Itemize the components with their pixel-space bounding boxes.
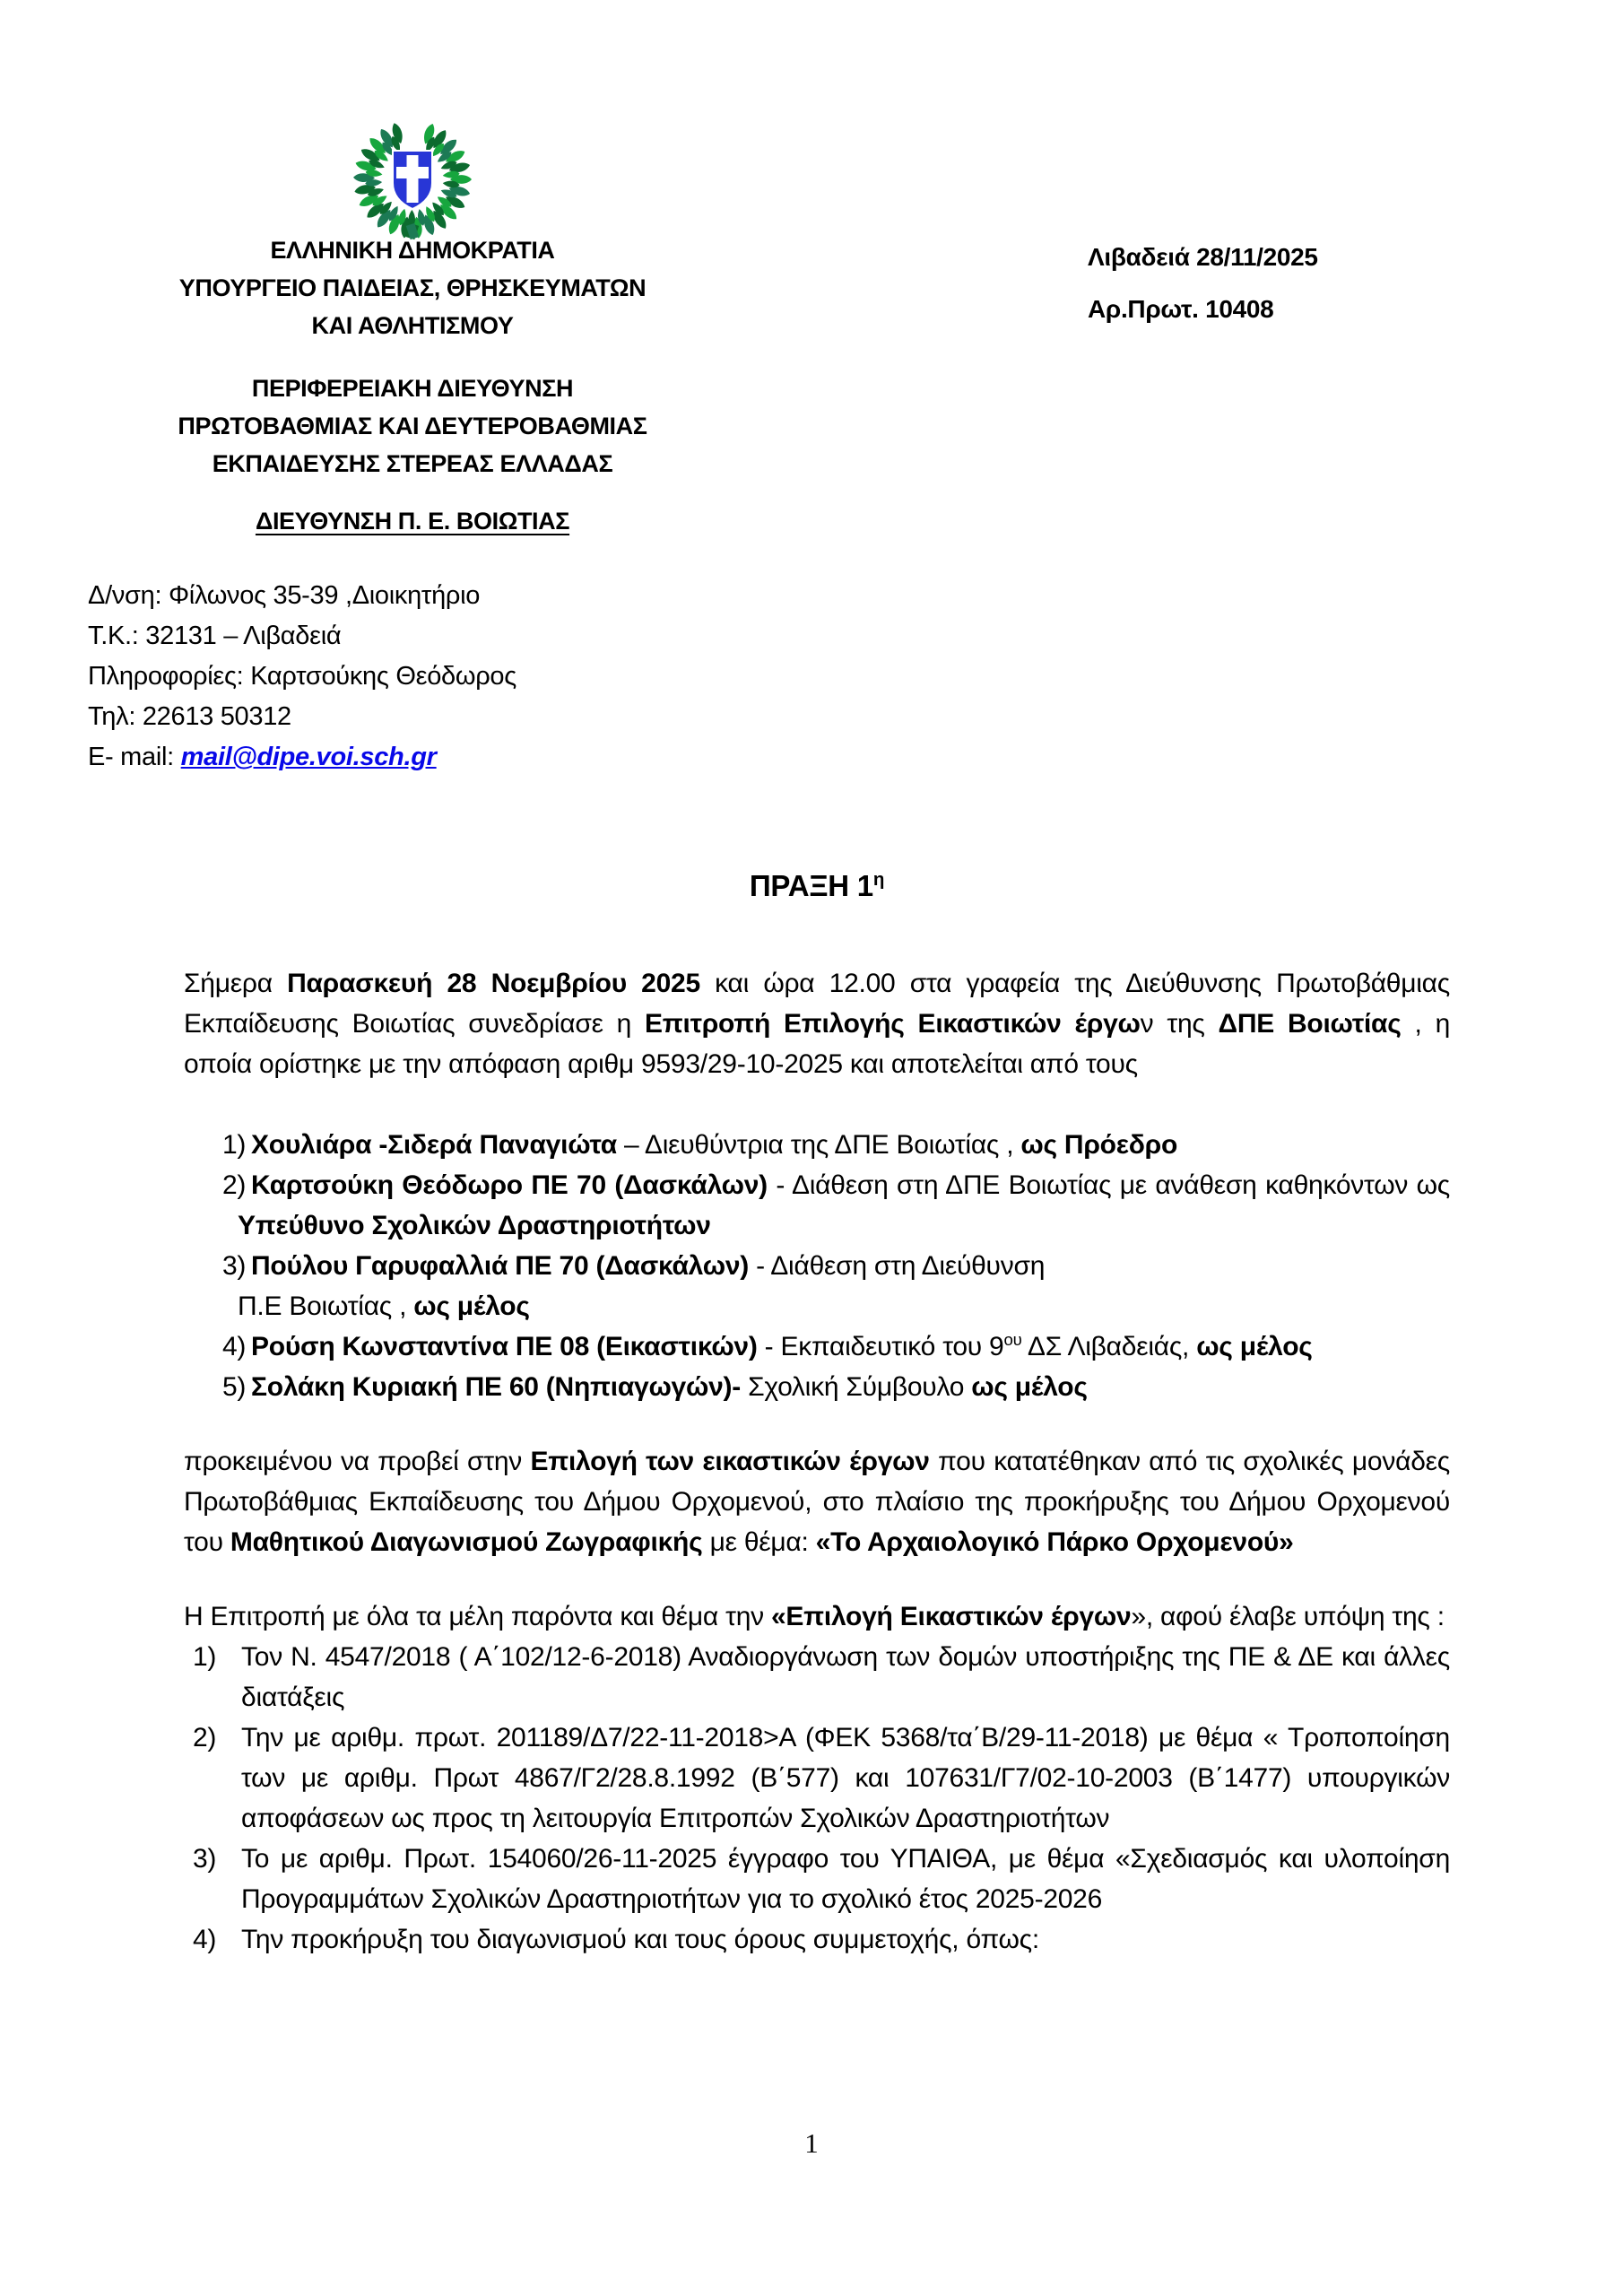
shield-with-cross [393, 151, 432, 209]
committee-members-list [184, 1125, 1450, 1407]
list-item-number: 2) [222, 1170, 247, 1200]
purpose-paragraph: προκειμένου να προβεί στην Επιλογή των εικαστικών έργων που κατατέθηκαν από τις σχολικές μονάδες Πρωτοβάθμιας Εκπαίδευσης του Δήμου Ορχομενού, στο πλαίσιο της προκήρυξης του Δήμου Ορχομενού του Μαθητικού Διαγωνισμού Ζωγραφικής με θέμα: «Το Αρχαιολογικό Πάρκο Ορχομενού» [184, 1447, 1450, 1557]
list-item: 2) Την με αριθμ. πρωτ. 201189/Δ7/22-11-2018>Α (ΦΕΚ 5368/τα΄Β/29-11-2018) με θέμα « Τροποποίηση των με αριθμ. Πρωτ 4867/Γ2/28.8.1992 (Β΄577) και 107631/Γ7/02-10-2003 (Β΄1477) υπουργικών αποφάσεων ως προς τη λειτουργία Επιτροπών Σχολικών Δραστηριοτήτων [184, 1718, 1450, 1839]
list-item-number: 3) [222, 1251, 247, 1281]
republic-line: ΕΛΛΗΝΙΚΗ ΔΗΜΟΚΡΑΤΙΑ [270, 237, 555, 264]
list-item: 2) Καρτσούκη Θεόδωρο ΠΕ 70 (Δασκάλων) - Διάθεση στη ΔΠΕ Βοιωτίας με ανάθεση καθηκόντων ως Υπεύθυνο Σχολικών Δραστηριοτήτων [184, 1165, 1450, 1246]
protocol-number: Αρ.Πρωτ. 10408 [1088, 295, 1274, 323]
greek-coat-of-arms-icon [352, 109, 473, 244]
list-item-number: 4) [222, 1332, 247, 1361]
list-item-number: 5) [222, 1372, 247, 1402]
contact-block [88, 576, 516, 778]
considerations-list [184, 1637, 1450, 1960]
list-item-number: 1) [222, 1130, 247, 1160]
email-link[interactable]: mail@dipe.voi.sch.gr [180, 743, 437, 771]
opening-paragraph: Σήμερα Παρασκευή 28 Νοεμβρίου 2025 και ώρα 12.00 στα γραφεία της Διεύθυνσης Πρωτοβάθμιας Εκπαίδευσης Βοιωτίας συνεδρίασε η Επιτροπή Επιλογής Εικαστικών έργων της ΔΠΕ Βοιωτίας , η οποία ορίστηκε με την απόφαση αριθμ 9593/29-10-2025 και αποτελείται από τους [184, 969, 1451, 1079]
contact-phone: Τηλ: 22613 50312 [88, 702, 291, 731]
list-item: 4) Ρούση Κωνσταντίνα ΠΕ 08 (Εικαστικών) - Εκπαιδευτικό του $9^{o\upsilon}$ ΔΣ Λιβαδειάς, ως μέλος [184, 1326, 1450, 1367]
list-item: 3) Το με αριθμ. Πρωτ. 154060/26-11-2025 έγγραφο του ΥΠΑΙΘΑ, με θέμα «Σχεδιασμός και υλοποίηση Προγραμμάτων Σχολικών Δραστηριοτήτων για το σχολικό έτος 2025-2026 [184, 1839, 1450, 1919]
list-item-number: 3) [193, 1844, 217, 1874]
contact-postal: Τ.Κ.: 32131 – Λιβαδειά [88, 622, 342, 650]
list-item-number: 4) [193, 1925, 217, 1954]
regional-line1: ΠΕΡΙΦΕΡΕΙΑΚΗ ΔΙΕΥΘΥΝΣΗ [251, 375, 574, 402]
committee-considering-paragraph: Η Επιτροπή με όλα τα μέλη παρόντα και θέμα την «Επιλογή Εικαστικών έργων», αφού έλαβε υπόψη της : [184, 1602, 1445, 1631]
list-item: 1) Τον Ν. 4547/2018 ( Α΄102/12-6-2018) Αναδιοργάνωση των δομών υποστήριξης της ΠΕ & ΔΕ και άλλες διατάξεις [184, 1637, 1450, 1718]
list-item: 3) Πούλου Γαρυφαλλιά ΠΕ 70 (Δασκάλων) - Διάθεση στη Διεύθυνση Π.Ε Βοιωτίας , ως μέλος [184, 1246, 1450, 1326]
list-item-number: 1) [193, 1642, 217, 1672]
spacer [117, 344, 708, 370]
contact-info: Πληροφορίες: Καρτσούκης Θεόδωρος [88, 662, 516, 691]
directorate-title: ΔΙΕΥΘΥΝΣΗ Π. Ε. ΒΟΙΩΤΙΑΣ [255, 508, 570, 535]
email-label: E- mail: [88, 743, 181, 771]
document-body [184, 865, 1450, 1960]
contact-address: Δ/νση: Φίλωνος 35-39 ,Διοικητήριο [88, 581, 481, 610]
letterhead [117, 231, 708, 540]
contact-email-row [88, 737, 516, 778]
ministry-line1: ΥΠΟΥΡΓΕΙΟ ΠΑΙΔΕΙΑΣ, ΘΡΗΣΚΕΥΜΑΤΩΝ [178, 274, 647, 301]
list-item: 1) Χουλιάρα -Σιδερά Παναγιώτα – Διευθύντρια της ΔΠΕ Βοιωτίας , ως Πρόεδρο [184, 1125, 1450, 1165]
list-item-number: 2) [193, 1723, 217, 1752]
page-number: 1 [804, 2127, 819, 2159]
place-date: Λιβαδειά 28/11/2025 [1088, 243, 1318, 271]
spacer [117, 483, 708, 502]
date-protocol-block [1088, 231, 1318, 335]
act-title: ΠΡΑΞΗ $1^\eta$ [749, 869, 885, 902]
regional-line2: ΠΡΩΤΟΒΑΘΜΙΑΣ ΚΑΙ ΔΕΥΤΕΡΟΒΑΘΜΙΑΣ [178, 413, 647, 439]
regional-line3: ΕΚΠΑΙΔΕΥΣΗΣ ΣΤΕΡΕΑΣ ΕΛΛΑΔΑΣ [212, 450, 613, 477]
list-item: 5) Σολάκη Κυριακή ΠΕ 60 (Νηπιαγωγών)- Σχολική Σύμβουλο ως μέλος [184, 1367, 1450, 1407]
list-item: 4) Την προκήρυξη του διαγωνισμού και τους όρους συμμετοχής, όπως: [184, 1919, 1450, 1960]
ministry-line2: ΚΑΙ ΑΘΛΗΤΙΣΜΟΥ [311, 312, 514, 339]
